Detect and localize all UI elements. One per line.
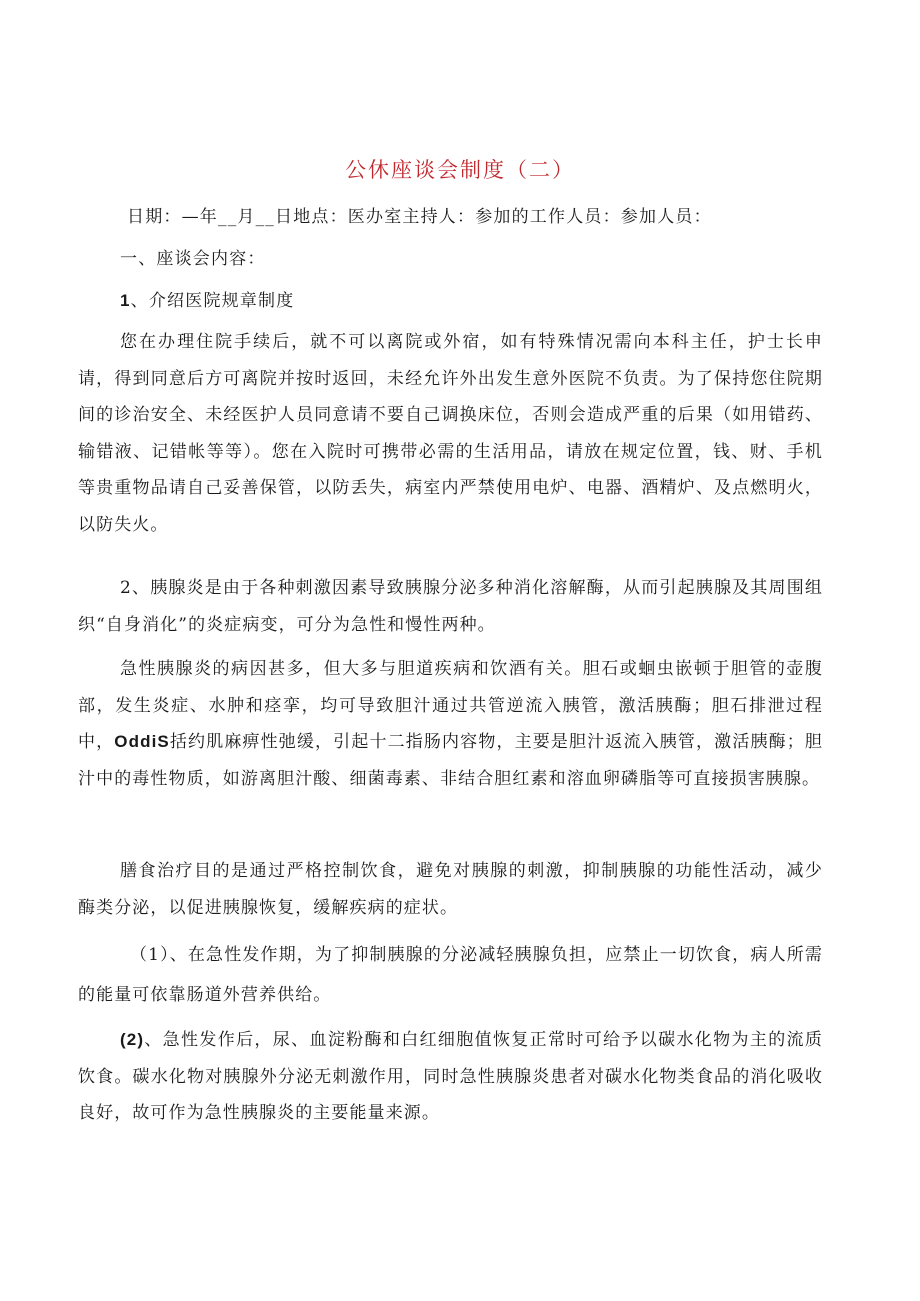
- paragraph-pancreatitis-definition: 2、胰腺炎是由于各种刺激因素导致胰腺分泌多种消化溶解酶，从而引起胰腺及其周围组织“自身消化”的炎症病变，可分为急性和慢性两种。: [78, 578, 823, 635]
- oddi-term: OddiS: [114, 732, 170, 751]
- paragraph-acute-phase: [78, 935, 823, 1015]
- document-title: 公休座谈会制度（二）: [345, 158, 575, 182]
- paragraph-acute-phase-number: （1）: [130, 945, 170, 965]
- paragraph-post-acute-number: (2): [120, 1030, 145, 1049]
- paragraph-acute-causes: [78, 651, 823, 797]
- meeting-meta-line: 日期：—年__月__日地点：医办室主持人：参加的工作人员：参加人员：: [127, 207, 712, 227]
- item-heading-text: 、介绍医院规章制度: [130, 291, 295, 311]
- paragraph-acute-phase-text: 、在急性发作期，为了抑制胰腺的分泌减轻胰腺负担，应禁止一切饮食，病人所需的能量可依靠肠道外营养供给。: [78, 945, 823, 1005]
- paragraph-hospital-rules: 您在办理住院手续后，就不可以离院或外宿，如有特殊情况需向本科主任，护士长申请，得到同意后方可离院并按时返回，未经允许外出发生意外医院不负责。为了保持您住院期间的诊治安全、未经医护人员同意请不要自己调换床位，否则会造成严重的后果（如用错药、输错液、记错帐等等）。您在入院时可携带必需的生活用品，请放在规定位置，钱、财、手机等贵重物品请自己妥善保管，以防丢失，病室内严禁使用电炉、电器、酒精炉、及点燃明火，以防失火。: [78, 332, 823, 535]
- paragraph-acute-causes-part-a: 急性胰腺炎的病因甚多，但大多与胆道疾病和饮酒有关。胆石或蛔虫嵌顿于胆管的壶腹部，发生炎症、水肿和痉挛，均可导致胆汁通过共管逆流入胰管，激活胰酶；胆石排泄过程中，: [78, 659, 823, 752]
- section-heading: 一、座谈会内容：: [120, 249, 266, 269]
- item-number: 1: [120, 291, 131, 310]
- paragraph-post-acute-text: 、急性发作后，尿、血淀粉酶和白红细胞值恢复正常时可给予以碳水化物为主的流质饮食。碳水化物对胰腺外分泌无刺激作用，同时急性胰腺炎患者对碳水化物类食品的消化吸收良好，故可作为急性胰腺炎的主要能量来源。: [78, 1030, 823, 1123]
- paragraph-post-acute: [78, 1022, 823, 1132]
- paragraph-diet-goal: 膳食治疗目的是通过严格控制饮食，避免对胰腺的刺激，抑制胰腺的功能性活动，减少酶类分泌，以促进胰腺恢复，缓解疾病的症状。: [78, 861, 823, 918]
- paragraph-acute-causes-part-b: 括约肌麻痹性弛缓，引起十二指肠内容物，主要是胆汁返流入胰管，激活胰酶；胆汁中的毒性物质，如游离胆汁酸、细菌毒素、非结合胆红素和溶血卵磷脂等可直接损害胰腺。: [78, 732, 823, 789]
- item-heading-1: [120, 286, 294, 316]
